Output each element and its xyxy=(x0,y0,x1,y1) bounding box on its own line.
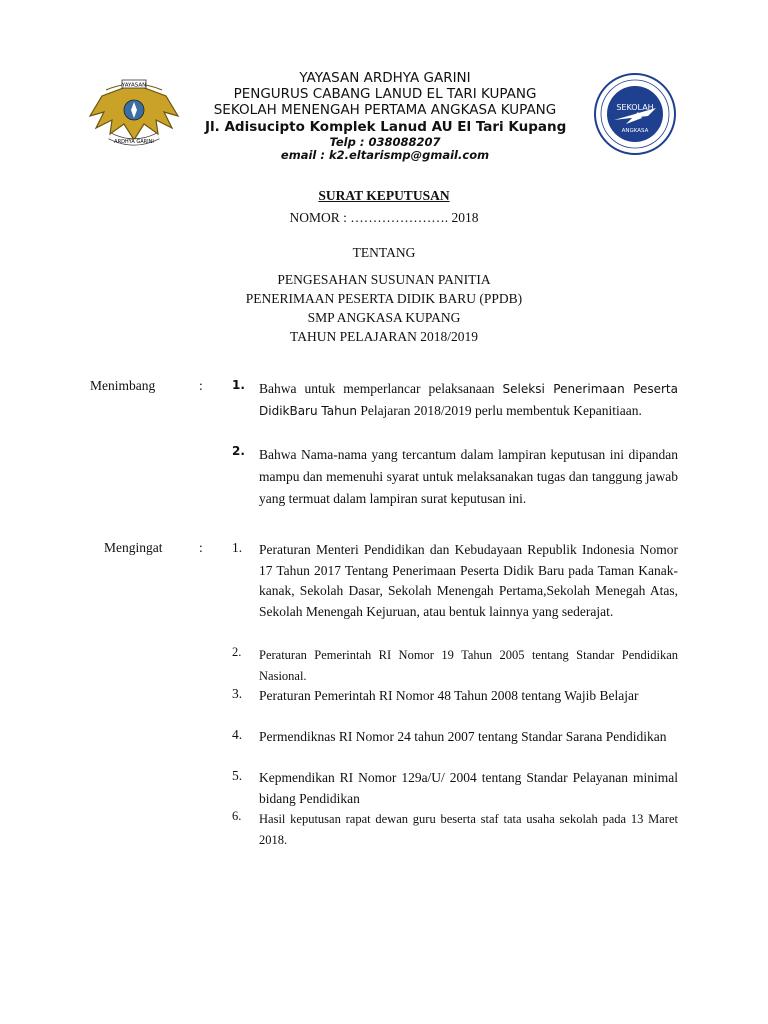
item-text: Permendiknas RI Nomor 24 tahun 2007 tentang Standar Sarana Pendidikan xyxy=(259,729,667,744)
svg-text:ARDHYA GARINI: ARDHYA GARINI xyxy=(114,139,154,145)
item-text: Hasil keputusan rapat dewan guru beserta staf tata usaha sekolah pada 13 Maret 2018. xyxy=(259,812,678,847)
list-item xyxy=(232,768,678,808)
item-number: 2. xyxy=(232,645,242,659)
item-number: 1. xyxy=(232,540,243,555)
letterhead-address: Jl. Adisucipto Komplek Lanud AU El Tari Kupang xyxy=(205,119,567,135)
svg-text:ANGKASA: ANGKASA xyxy=(621,128,649,134)
item-number: 3. xyxy=(232,686,243,701)
item-text: Peraturan Menteri Pendidikan dan Kebudayaan Republik Indonesia Nomor 17 Tahun 2017 Tentang Penerimaan Peserta Didik Baru pada Taman Kanak-kanak, Sekolah Dasar, Sekolah Menengah Pertama,Sekolah Menegah Atas, Sekolah Menengah Kejuruan, atau bentuk lainnya yang sederajat. xyxy=(259,542,678,619)
item-number: 4. xyxy=(232,727,243,742)
tentang-heading: TENTANG xyxy=(352,245,416,260)
letterhead-foundation: YAYASAN ARDHYA GARINI xyxy=(299,70,471,86)
item-number: 1. xyxy=(232,378,245,392)
document-number: NOMOR : …………………. 2018 xyxy=(289,210,479,225)
sekolah-angkasa-emblem-icon xyxy=(592,72,678,156)
menimbang-colon: : xyxy=(199,378,203,393)
list-item xyxy=(232,686,678,726)
item-text: Bahwa Nama-nama yang tercantum dalam lampiran keputusan ini dipandan mampu dan memenuhi syarat untuk melaksanakan tugas dan tanggung jawab yang termuat dalam lampiran surat keputusan ini. xyxy=(259,447,678,506)
list-item xyxy=(232,727,678,767)
svg-text:SEKOLAH: SEKOLAH xyxy=(616,103,654,112)
list-item xyxy=(232,540,678,644)
svg-text:YAYASAN: YAYASAN xyxy=(121,82,147,89)
menimbang-label: Menimbang xyxy=(90,378,156,393)
item-number: 2. xyxy=(232,444,245,458)
item-text: Kepmendikan RI Nomor 129a/U/ 2004 tentang Standar Pelayanan minimal bidang Pendidikan xyxy=(259,770,678,806)
document-title: SURAT KEPUTUSAN xyxy=(318,188,450,203)
list-item xyxy=(232,378,678,442)
subject-line: PENGESAHAN SUSUNAN PANITIA xyxy=(277,272,491,287)
letterhead-email: email : k2.eltarismp@gmail.com xyxy=(280,148,490,162)
list-item xyxy=(232,645,678,685)
item-text: Peraturan Pemerintah RI Nomor 19 Tahun 2005 tentang Standar Pendidikan Nasional. xyxy=(259,648,678,683)
letterhead-phone: Telp : 038088207 xyxy=(329,135,441,149)
mengingat-label: Mengingat xyxy=(104,540,163,555)
list-item xyxy=(232,809,678,849)
letterhead-school: SEKOLAH MENENGAH PERTAMA ANGKASA KUPANG xyxy=(213,102,557,118)
list-item xyxy=(232,444,678,530)
item-number: 6. xyxy=(232,809,242,823)
eagle-emblem-icon xyxy=(84,76,184,150)
letterhead-branch: PENGURUS CABANG LANUD EL TARI KUPANG xyxy=(233,86,537,102)
subject-line: SMP ANGKASA KUPANG xyxy=(307,310,461,325)
mengingat-colon: : xyxy=(199,540,203,555)
subject-line: PENERIMAAN PESERTA DIDIK BARU (PPDB) xyxy=(245,291,523,306)
subject-line: TAHUN PELAJARAN 2018/2019 xyxy=(290,329,478,344)
item-text: Peraturan Pemerintah RI Nomor 48 Tahun 2008 tentang Wajib Belajar xyxy=(259,688,639,703)
item-text: Bahwa untuk memperlancar pelaksanaan Seleksi Penerimaan Peserta DidikBaru Tahun Pelajaran 2018/2019 perlu membentuk Kepanitiaan. xyxy=(259,381,678,418)
item-number: 5. xyxy=(232,768,243,783)
